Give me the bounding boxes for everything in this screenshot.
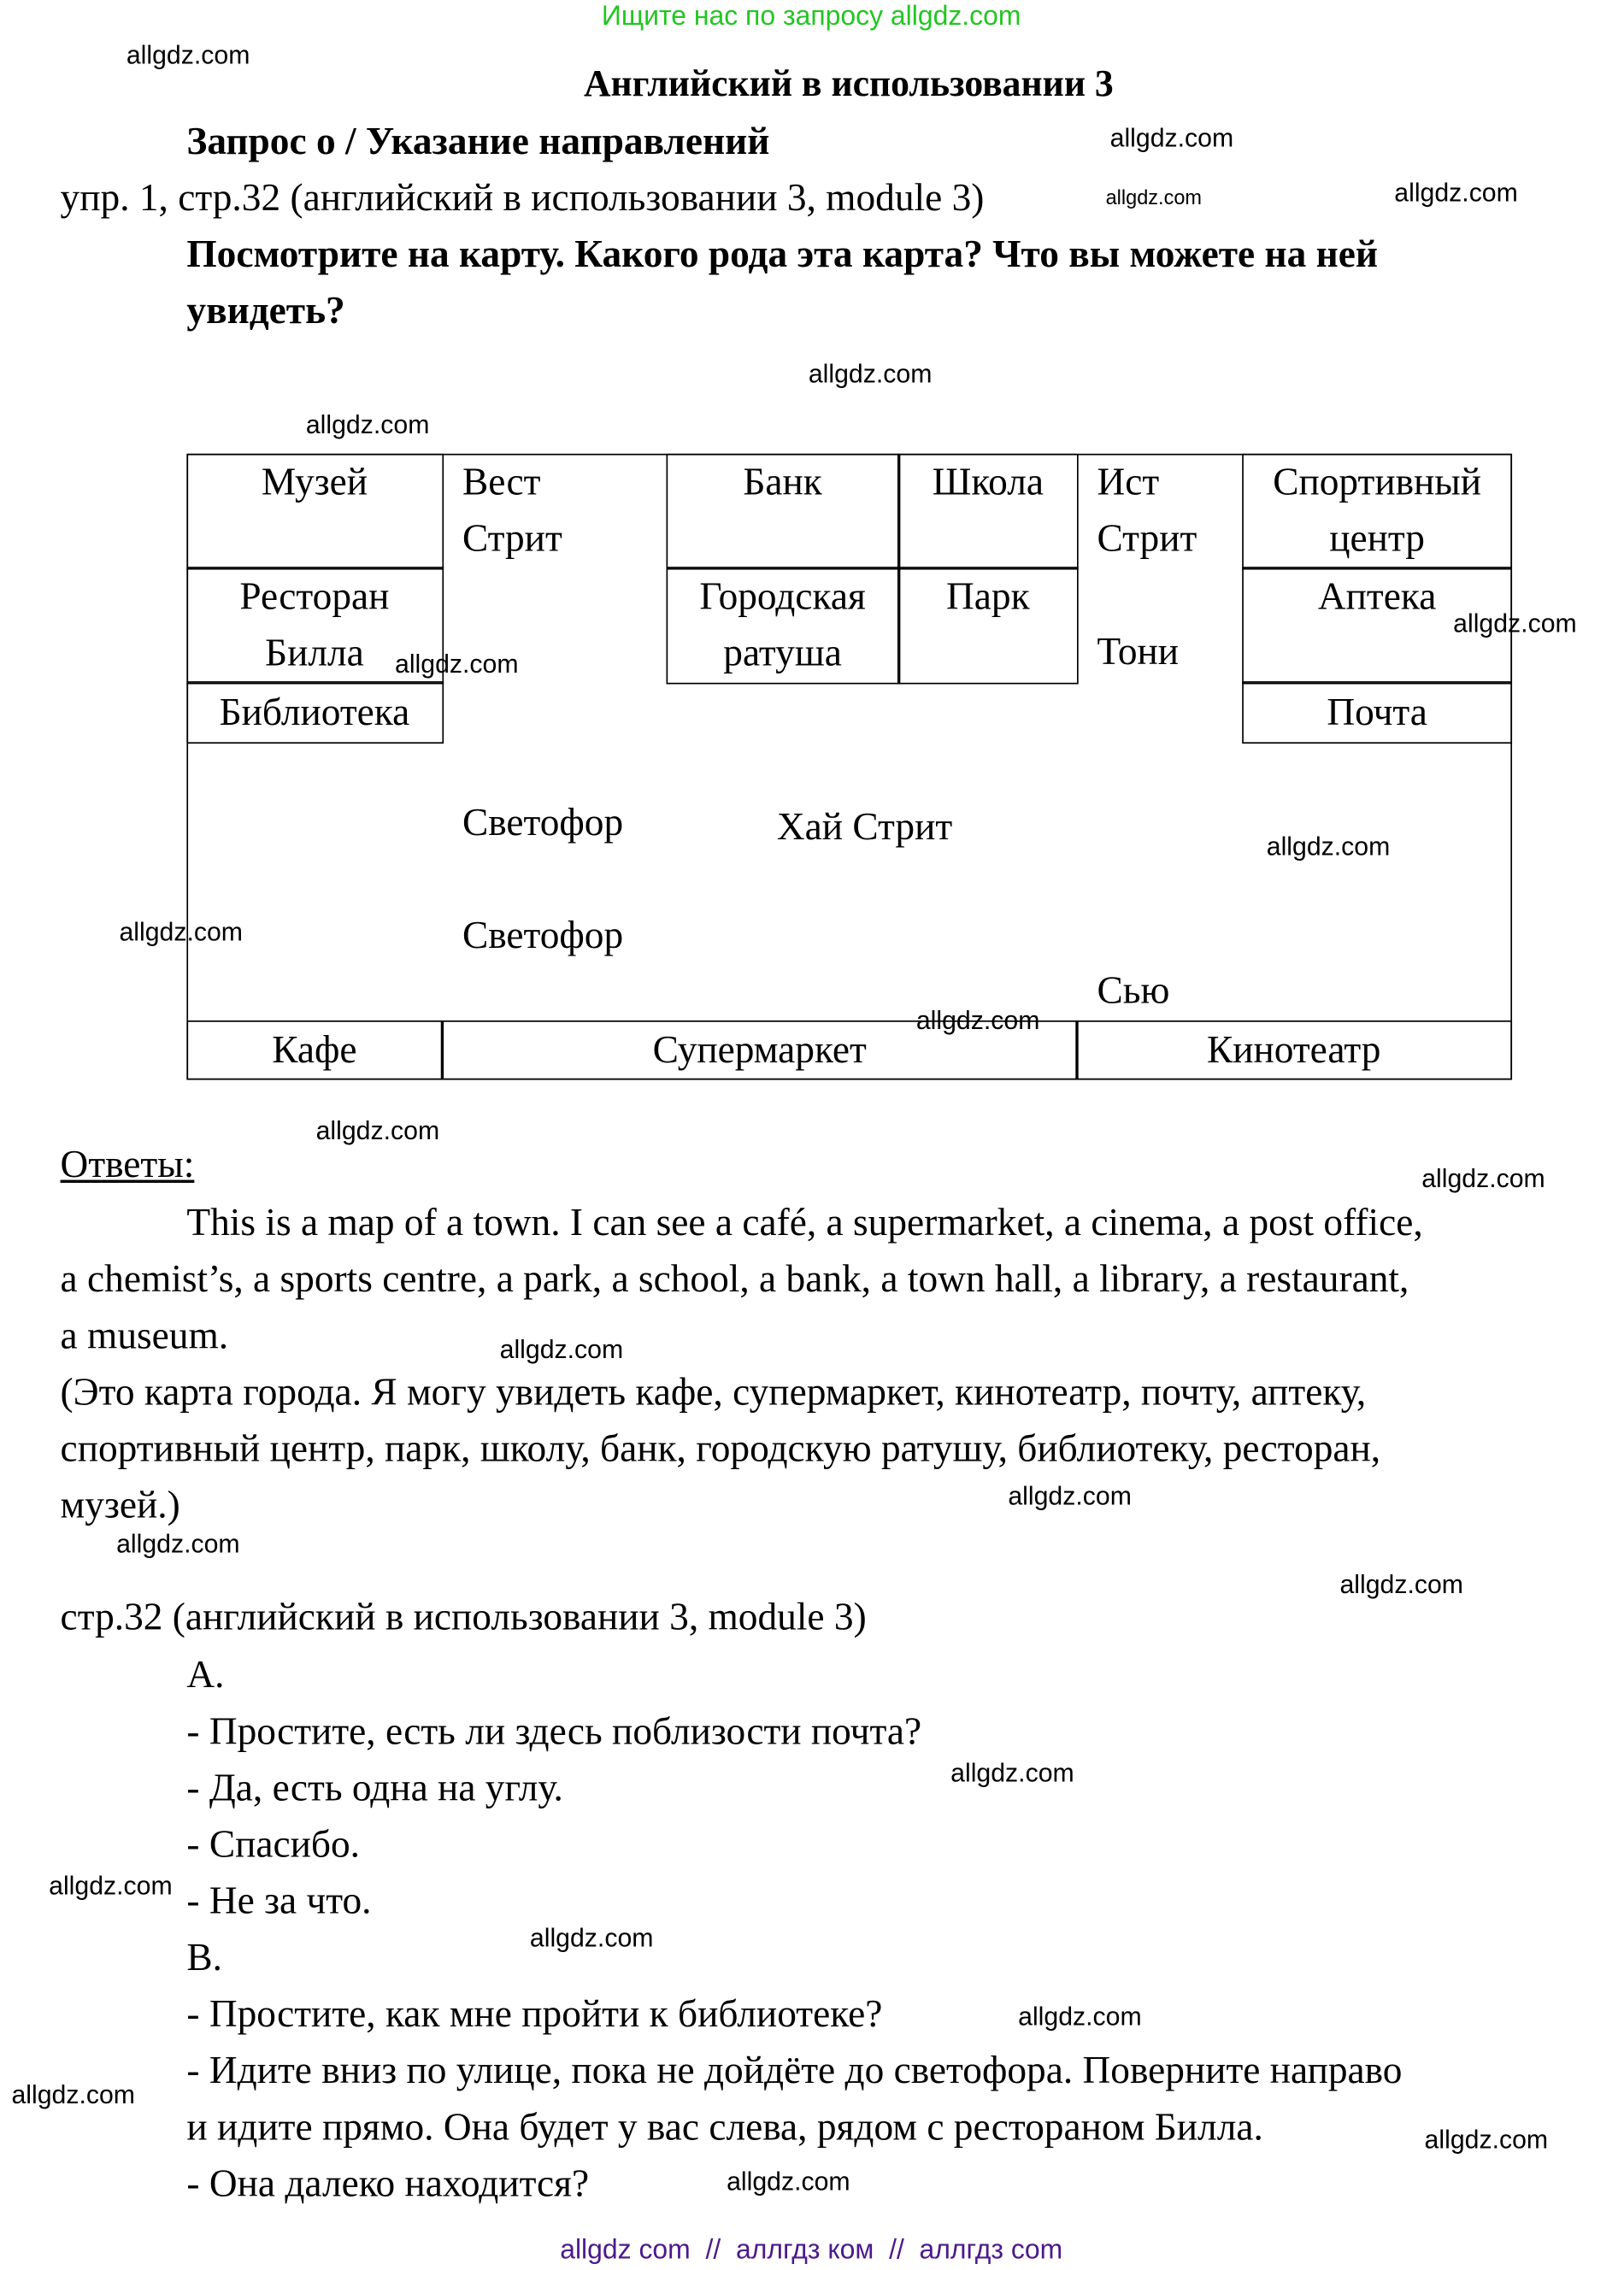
watermark: allgdz.com [1453, 609, 1577, 638]
label-west-street: Вест [462, 459, 541, 503]
dialogue-line: - Идите вниз по улице, пока не дойдёте до светофора. Поверните направо [186, 2048, 1403, 2092]
label-school: Школа [932, 459, 1044, 503]
watermark: allgdz.com [49, 1871, 173, 1901]
label-tony: Тони [1097, 629, 1180, 673]
dialogue-line: - Простите, как мне пройти к библиотеке? [186, 1991, 883, 2036]
watermark: allgdz.com [1018, 2002, 1142, 2032]
task-text: увидеть? [186, 288, 345, 332]
watermark: allgdz.com [1394, 178, 1518, 208]
label-restaurant: Билла [265, 630, 364, 674]
label-restaurant: Ресторан [239, 573, 390, 618]
answer-line: a museum. [60, 1313, 229, 1357]
watermark: allgdz.com [727, 2167, 850, 2196]
watermark: allgdz.com [1421, 1163, 1545, 1193]
watermark: allgdz.com [529, 1923, 654, 1953]
label-traffic-lights: Светофор [462, 913, 624, 957]
answer-line: (Это карта города. Я могу увидеть кафе, супермаркет, кинотеатр, почту, аптеку, [60, 1369, 1367, 1414]
answer-line: музей.) [60, 1483, 180, 1526]
label-museum: Музей [261, 459, 368, 503]
answer-line: спортивный центр, парк, школу, банк, городскую ратушу, библиотеку, ресторан, [60, 1426, 1381, 1470]
watermark: allgdz.com [915, 1006, 1040, 1035]
label-park: Парк [946, 573, 1030, 618]
watermark: allgdz.com [116, 1529, 240, 1559]
label-east-street: Ист [1097, 459, 1160, 503]
footer-links[interactable]: allgdz com // аллгдз ком // аллгдз com [560, 2235, 1063, 2266]
label-cinema: Кинотеатр [1206, 1027, 1381, 1072]
search-banner[interactable]: Ищите нас по запросу allgdz.com [601, 1, 1021, 32]
label-townhall: ратуша [723, 630, 842, 674]
dialogue-line: - Она далеко находится? [186, 2161, 590, 2205]
label-east-street: Стрит [1097, 515, 1197, 560]
section-subtitle: Запрос о / Указание направлений [186, 119, 770, 162]
page-reference: стр.32 (английский в использовании 3, module 3) [60, 1594, 867, 1638]
label-sports-centre: центр [1329, 515, 1425, 560]
answer-line: This is a map of a town. I can see a café, a supermarket, a cinema, a post office, [186, 1200, 1423, 1244]
label-traffic-lights: Светофор [462, 800, 624, 844]
watermark: allgdz.com [499, 1335, 624, 1364]
label-library: Библиотека [219, 690, 410, 734]
label-post-office: Почта [1327, 690, 1427, 734]
label-bank: Банк [743, 459, 822, 503]
watermark: allgdz.com [1109, 123, 1234, 153]
page-title: Английский в использовании 3 [583, 62, 1114, 105]
dialogue-line: - Простите, есть ли здесь поблизости почта? [186, 1708, 922, 1753]
watermark: allgdz.com [1008, 1481, 1132, 1511]
label-high-street: Хай Стрит [776, 804, 953, 849]
label-chemist: Аптека [1317, 573, 1437, 618]
watermark: allgdz.com [126, 40, 250, 70]
dialogue-label: A. [186, 1652, 225, 1697]
answer-line: a chemist’s, a sports centre, a park, a school, a bank, a town hall, a library, a restaurant, [60, 1256, 1409, 1301]
dialogue-line: - Спасибо. [186, 1821, 361, 1866]
watermark: allgdz.com [1424, 2125, 1549, 2155]
label-townhall: Городская [699, 573, 866, 618]
task-text: Посмотрите на карту. Какого рода эта карта? Что вы можете на ней [186, 232, 1379, 276]
label-cafe: Кафе [272, 1027, 357, 1072]
answers-heading: Ответы: [60, 1142, 195, 1186]
watermark: allgdz.com [950, 1758, 1074, 1788]
watermark: allgdz.com [1339, 1569, 1463, 1599]
watermark: allgdz.com [11, 2079, 135, 2109]
watermark: allgdz.com [305, 409, 430, 439]
dialogue-line: - Да, есть одна на углу. [186, 1765, 563, 1809]
dialogue-line: - Не за что. [186, 1879, 372, 1922]
watermark: allgdz.com [395, 649, 519, 679]
watermark: allgdz.com [119, 917, 243, 947]
label-sue: Сью [1097, 967, 1170, 1012]
watermark: allgdz.com [1266, 832, 1391, 862]
label-supermarket: Супермаркет [652, 1027, 867, 1072]
label-west-street: Стрит [462, 515, 562, 560]
exercise-reference: упр. 1, стр.32 (английский в использовании 3, module 3) [60, 175, 985, 220]
watermark: allgdz.com [315, 1115, 440, 1145]
watermark: allgdz.com [808, 359, 933, 389]
dialogue-line: и идите прямо. Она будет у вас слева, рядом с рестораном Билла. [186, 2104, 1263, 2149]
watermark: allgdz.com [1105, 185, 1203, 209]
label-sports-centre: Спортивный [1273, 459, 1482, 503]
dialogue-label: B. [186, 1935, 223, 1979]
